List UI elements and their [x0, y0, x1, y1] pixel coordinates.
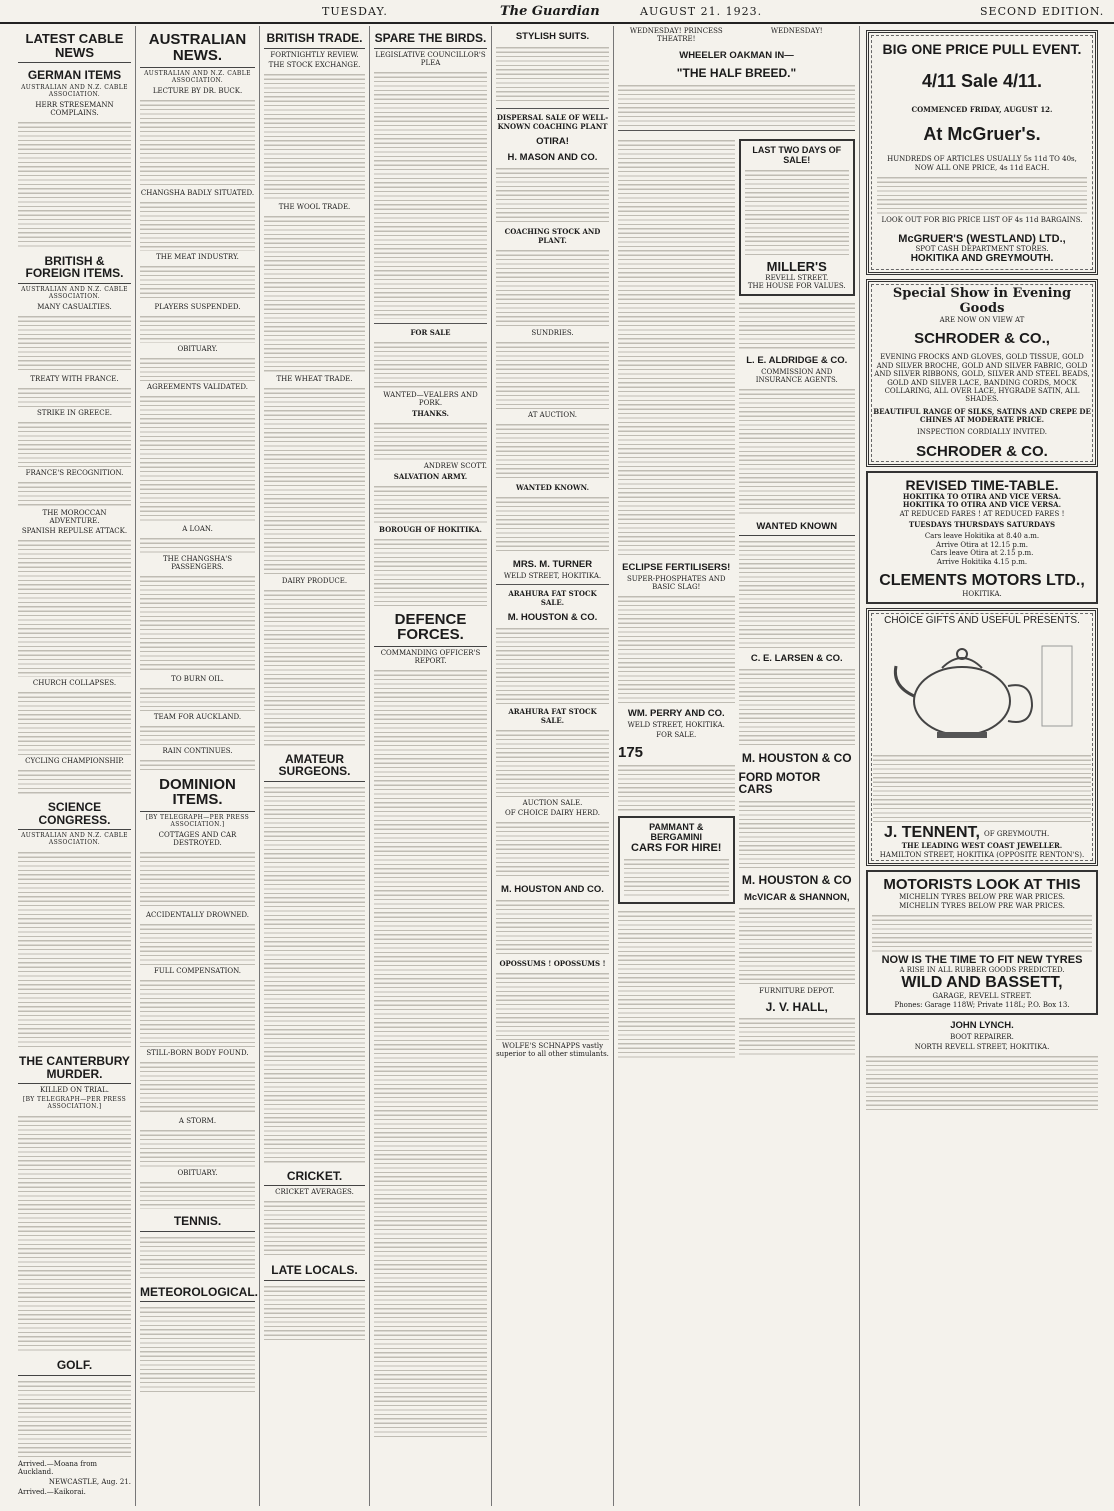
article-text	[140, 535, 255, 553]
ad-hall-sub: FURNITURE DEPOT.	[759, 986, 835, 995]
column-6-right	[739, 135, 856, 1061]
ad-ford: FORD MOTOR CARS	[738, 769, 821, 797]
ad-pammant-title: PAMMANT & BERGAMINI	[649, 822, 704, 843]
ad-eclipse: ECLIPSE FERTILISERS!	[622, 561, 731, 573]
ad-text	[739, 666, 856, 746]
subhead-casualties: MANY CASUALTIES.	[37, 303, 112, 312]
ad-dispersal-sale: DISPERSAL SALE OF WELL-KNOWN COACHING PLANT	[496, 112, 609, 131]
ad-dairy-herd: OF CHOICE DAIRY HERD.	[505, 808, 600, 817]
subhead-killed: KILLED ON TRIAL.	[40, 1086, 109, 1095]
theatre-ad	[618, 26, 855, 45]
article-text	[18, 689, 131, 755]
ad-tennent-sub: THE LEADING WEST COAST JEWELLER.	[901, 841, 1063, 851]
ad-wild-bassett	[866, 870, 1098, 1015]
ad-time-2: Arrive Otira at 12.15 p.m.	[936, 540, 1028, 549]
ad-hundreds: HUNDREDS OF ARTICLES USUALLY 5s 11d TO 40s, NOW ALL ONE PRICE, 4s 11d EACH.	[887, 155, 1077, 172]
article-text	[140, 355, 255, 381]
ad-text	[866, 1053, 1098, 1113]
masthead-title: The Guardian	[500, 3, 600, 19]
subhead-church: CHURCH COLLAPSES.	[32, 679, 117, 688]
article-text	[18, 767, 131, 795]
ad-opossums: OPOSSUMS ! OPOSSUMS !	[499, 958, 606, 968]
ad-perry: WM. PERRY AND CO.	[627, 707, 725, 719]
article-text	[140, 393, 255, 523]
ad-acres: 175	[618, 743, 644, 761]
ad-text	[496, 339, 609, 409]
article-text	[18, 419, 131, 467]
subhead-cricket-averages: CRICKET AVERAGES.	[275, 1188, 354, 1197]
subhead-burn-oil: TO BURN OIL.	[171, 674, 224, 683]
headline-german-items: GERMAN ITEMS	[27, 68, 122, 83]
article-text	[140, 1234, 255, 1280]
ad-text	[496, 625, 609, 705]
subhead-drowned: ACCIDENTALLY DROWNED.	[145, 911, 250, 919]
subhead-exchange: THE STOCK EXCHANGE.	[268, 60, 361, 69]
masthead-edition: SECOND EDITION.	[980, 4, 1105, 18]
subhead-plea: LEGISLATIVE COUNCILLOR'S PLEA	[375, 50, 486, 67]
ad-text	[739, 798, 856, 868]
teapot-illustration	[873, 626, 1091, 746]
ad-route-2: HOKITIKA TO OTIRA AND VICE VERSA.	[902, 500, 1062, 510]
ad-lynch: JOHN LYNCH.	[950, 1020, 1014, 1032]
ad-pammant	[618, 816, 735, 904]
ad-special-sub: ARE NOW ON VIEW AT	[939, 315, 1025, 324]
column-2	[136, 26, 260, 1506]
subhead-obituary-2: OBITUARY.	[177, 1169, 218, 1177]
headline-british-trade: BRITISH TRADE.	[264, 32, 365, 49]
theatre-day-left: WEDNESDAY! PRINCESS THEATRE!	[629, 27, 723, 43]
ad-at-mcgruers: At McGruer's.	[923, 124, 1041, 145]
headline-dominion-items: DOMINION ITEMS.	[140, 777, 255, 813]
ad-arahura-sale: ARAHURA FAT STOCK SALE.	[508, 588, 597, 607]
ad-text	[739, 300, 856, 350]
ad-clements-town: HOKITIKA.	[962, 589, 1002, 598]
ad-otira: OTIRA!	[536, 135, 569, 147]
ad-millers-tagline: THE HOUSE FOR VALUES.	[747, 281, 846, 290]
cable-association: AUSTRALIAN AND N.Z. CABLE ASSOCIATION.	[144, 69, 251, 84]
article-text	[264, 71, 365, 201]
ad-tennent-name: J. TENNENT,	[883, 824, 980, 842]
ad-aldridge: L. E. ALDRIDGE & CO.	[746, 355, 848, 367]
article-text	[264, 784, 365, 1164]
ad-clements: CLEMENTS MOTORS LTD.,	[879, 571, 1085, 589]
ad-text	[496, 727, 609, 797]
theatre-film-title: "THE HALF BREED."	[676, 65, 797, 80]
ad-text	[496, 819, 609, 879]
headline-cricket: CRICKET.	[264, 1170, 365, 1187]
column-6-upper	[618, 135, 855, 1061]
ad-houston-2: M. HOUSTON AND CO.	[501, 883, 604, 895]
ad-for-sale-2: FOR SALE.	[656, 730, 697, 739]
subhead-passengers: THE CHANGSHA'S PASSENGERS.	[162, 554, 232, 571]
article-text	[140, 263, 255, 301]
ad-lynch-sub: BOOT REPAIRER.	[950, 1033, 1014, 1042]
ad-for-sale: FOR SALE	[410, 327, 451, 337]
subhead-fortnightly: FORTNIGHTLY REVIEW.	[270, 50, 359, 59]
headline-science-congress: SCIENCE CONGRESS.	[18, 801, 131, 830]
ad-text	[618, 908, 735, 1058]
headline-golf: GOLF.	[18, 1359, 131, 1376]
ad-schroder-name-2: SCHRODER & CO.	[916, 442, 1048, 460]
subhead-team: TEAM FOR AUCKLAND.	[153, 712, 242, 721]
subhead-players: PLAYERS SUSPENDED.	[154, 302, 241, 311]
article-text	[18, 119, 131, 249]
ad-turner: MRS. M. TURNER	[512, 558, 593, 570]
ad-text	[618, 82, 855, 126]
subhead-stresemann: HERR STRESEMANN COMPLAINS.	[35, 100, 114, 117]
ad-aldridge-sub: COMMISSION AND INSURANCE AGENTS.	[755, 368, 838, 385]
tennent-name-row	[873, 824, 1091, 842]
headline-late-locals: LATE LOCALS.	[264, 1264, 365, 1281]
ad-tyres-2: MICHELIN TYRES BELOW PRE WAR PRICES.	[899, 901, 1065, 910]
press-association: [BY TELEGRAPH—PER PRESS ASSOCIATION.]	[145, 814, 250, 828]
ad-text	[496, 44, 609, 104]
ad-cars-hire: CARS FOR HIRE!	[631, 842, 722, 855]
ad-revised-timetable: REVISED TIME-TABLE.	[905, 476, 1059, 493]
column-6	[614, 26, 860, 1506]
ad-reduced-fares: AT REDUCED FARES ! AT REDUCED FARES !	[899, 509, 1065, 518]
ad-sundries: SUNDRIES.	[531, 328, 574, 337]
ad-houston-agents-2: M. HOUSTON & CO	[741, 873, 852, 888]
subhead-changsha: CHANGSHA BADLY SITUATED.	[140, 188, 255, 197]
ad-time-4: Arrive Hokitika 4.15 p.m.	[936, 557, 1028, 566]
ad-mcgruers-sale	[866, 30, 1098, 275]
ad-salvation-army: SALVATION ARMY.	[393, 471, 468, 481]
masthead	[0, 0, 1114, 24]
subhead-stillborn: STILL-BORN BODY FOUND.	[146, 1049, 249, 1057]
ad-text	[745, 167, 850, 257]
ad-text	[739, 1015, 856, 1055]
ad-inspection: INSPECTION CORDIALLY INVITED.	[917, 428, 1047, 437]
ad-text	[496, 494, 609, 554]
shipping-arrived-2: Arrived.—Kaikorai.	[18, 1488, 86, 1497]
article-text	[140, 977, 255, 1047]
article-text	[18, 1113, 131, 1353]
ad-signature: ANDREW SCOTT.	[423, 461, 487, 470]
ad-special-show: Special Show in Evening Goods	[892, 285, 1072, 316]
shipping-arrived-1: Arrived.—Moana from Auckland.	[18, 1460, 98, 1477]
ad-tyres-1: MICHELIN TYRES BELOW PRE WAR PRICES.	[899, 893, 1065, 902]
subhead-rain: RAIN CONTINUES.	[162, 746, 233, 755]
ad-hall: J. V. HALL,	[765, 999, 828, 1014]
article-text	[264, 1283, 365, 1343]
ad-lynch-address: NORTH REVELL STREET, HOKITIKA.	[914, 1043, 1050, 1052]
ad-schroder-body: EVENING FROCKS AND GLOVES, GOLD TISSUE, GOLD AND SILVER BROCHE, GOLD AND SILVER FABRIC, GOLD AND SILVER RIBBONS, GOLD, SILVER AND STEEL BEADS, GOLD AND SILVER LACE, BANDING CORDS, MOCK COLLARING, ALL OVER LACE, HYGRADE SATIN, ALL SHADES.	[874, 353, 1090, 404]
masthead-day: TUESDAY.	[322, 4, 388, 18]
ad-route-1: HOKITIKA TO OTIRA AND VICE VERSA.	[902, 491, 1062, 501]
ad-millers: MILLER'S	[766, 258, 827, 274]
ad-text	[739, 538, 856, 648]
subhead-treaty: TREATY WITH FRANCE.	[30, 375, 119, 384]
ad-text	[496, 897, 609, 957]
ad-big-one-price: BIG ONE PRICE PULL EVENT.	[882, 41, 1082, 57]
article-text	[140, 921, 255, 965]
subhead-agreements: AGREEMENTS VALIDATED.	[147, 382, 248, 391]
headline-canterbury-murder: THE CANTERBURY MURDER.	[18, 1055, 131, 1084]
ad-text	[618, 762, 735, 812]
ad-tennent-town: OF GREYMOUTH.	[984, 830, 1050, 839]
ad-at-auction: AT AUCTION.	[528, 410, 577, 419]
subhead-report: COMMANDING OFFICER'S REPORT.	[380, 649, 481, 666]
column-3	[260, 26, 370, 1506]
headline-spare-the-birds: SPARE THE BIRDS.	[374, 32, 487, 49]
ad-mcgruer-company: McGRUER'S (WESTLAND) LTD.,	[898, 232, 1066, 245]
subhead-cottages: COTTAGES AND CAR DESTROYED.	[158, 831, 237, 847]
ad-larsen: C. E. LARSEN & CO.	[750, 653, 843, 665]
subhead-france: FRANCE'S RECOGNITION.	[25, 469, 124, 478]
headline-australian-news: AUSTRALIAN NEWS.	[140, 32, 255, 68]
headline-defence-forces: DEFENCE FORCES.	[374, 612, 487, 648]
ad-text	[618, 593, 735, 703]
article-text	[18, 385, 131, 407]
ad-garage: GARAGE, REVELL STREET.	[932, 992, 1032, 1001]
subhead-storm: A STORM.	[178, 1117, 217, 1125]
article-text	[264, 213, 365, 373]
ad-beautiful: BEAUTIFUL RANGE OF SILKS, SATINS AND CREPE DE CHINES AT MODERATE PRICE.	[873, 406, 1091, 425]
ad-tennent	[866, 608, 1098, 866]
article-text	[140, 685, 255, 711]
article-text	[264, 587, 365, 747]
column-4	[370, 26, 492, 1506]
article-text	[140, 849, 255, 909]
ad-last-two-days-title: LAST TWO DAYS OF SALE!	[752, 144, 842, 165]
ad-mcgruer-sub: SPOT CASH DEPARTMENT STORES.	[915, 244, 1049, 253]
ad-last-two-days	[739, 139, 856, 297]
article-text	[18, 313, 131, 373]
subhead-spanish: SPANISH REPULSE ATTACK.	[21, 527, 128, 536]
article-text	[140, 1127, 255, 1167]
ad-mcgruer-towns: HOKITIKA AND GREYMOUTH.	[910, 252, 1054, 264]
article-text	[18, 849, 131, 1049]
classified-text	[374, 339, 487, 389]
ad-text	[618, 137, 735, 557]
classified-text	[374, 420, 487, 460]
article-text	[18, 1378, 131, 1458]
ad-phones: Phones: Garage 118W; Private 118L; P.O. Box 13.	[894, 1000, 1070, 1009]
headline-british-foreign: BRITISH & FOREIGN ITEMS.	[18, 255, 131, 284]
ad-wanted-known-2: WANTED KNOWN	[739, 522, 856, 536]
ad-mcvicar: McVICAR & SHANNON,	[743, 891, 850, 903]
article-text	[264, 1198, 365, 1258]
ad-text	[496, 247, 609, 327]
ad-arahura-sale-2: ARAHURA FAT STOCK SALE.	[508, 706, 597, 725]
ad-wanted-known: WANTED KNOWN.	[515, 482, 590, 492]
article-text	[374, 667, 487, 1437]
headline-tennis: TENNIS.	[140, 1215, 255, 1232]
ad-days: TUESDAYS THURSDAYS SATURDAYS	[908, 520, 1056, 530]
ad-millers-address: REVELL STREET.	[765, 273, 829, 282]
article-text	[140, 97, 255, 187]
ad-choice-gifts: CHOICE GIFTS AND USEFUL PRESENTS.	[884, 615, 1080, 627]
ad-now-is-time: NOW IS THE TIME TO FIT NEW TYRES	[881, 953, 1083, 966]
subhead-meat: THE MEAT INDUSTRY.	[156, 252, 239, 261]
ad-mason: H. MASON AND CO.	[507, 151, 598, 163]
ad-text	[877, 174, 1087, 214]
ad-text	[872, 912, 1092, 952]
article-text	[374, 69, 487, 319]
ad-eclipse-sub: SUPER-PHOSPHATES AND BASIC SLAG!	[626, 574, 726, 591]
cable-association: AUSTRALIAN AND N.Z. CABLE ASSOCIATION.	[21, 286, 128, 301]
ad-stylish-suits: STYLISH SUITS.	[515, 31, 590, 42]
ad-text	[496, 421, 609, 481]
subhead-wheat: THE WHEAT TRADE.	[276, 374, 353, 383]
masthead-date: AUGUST 21. 1923.	[640, 4, 763, 18]
headline-latest-cable-news: LATEST CABLE NEWS	[18, 32, 131, 63]
ad-borough: BOROUGH OF HOKITIKA.	[379, 524, 482, 534]
ad-text	[624, 856, 729, 896]
ad-houston-agents: M. HOUSTON & CO	[741, 751, 852, 766]
ad-lookout: LOOK OUT FOR BIG PRICE LIST OF 4s 11d BARGAINS.	[881, 216, 1083, 225]
subhead-strike: STRIKE IN GREECE.	[37, 409, 112, 418]
classified-text	[374, 536, 487, 606]
subhead-loan: A LOAN.	[182, 524, 213, 533]
column-5	[492, 26, 614, 1506]
ad-time-1: Cars leave Hokitika at 8.40 a.m.	[924, 532, 1040, 541]
article-text	[18, 537, 131, 677]
ad-coaching: COACHING STOCK AND PLANT.	[504, 226, 601, 245]
article-text	[140, 199, 255, 251]
ad-text	[739, 386, 856, 516]
ad-thanks: THANKS.	[412, 408, 449, 418]
theatre-day-right: WEDNESDAY!	[770, 27, 823, 35]
ad-schroder-name: SCHRODER & CO.,	[914, 330, 1050, 348]
article-text	[140, 573, 255, 673]
ad-turner-address: WELD STREET, HOKITIKA.	[503, 571, 602, 580]
ad-price: 4/11 Sale 4/11.	[921, 71, 1043, 91]
column-1	[14, 26, 136, 1506]
column-6-left	[618, 135, 735, 1061]
article-text	[140, 1059, 255, 1115]
headline-meteorological: METEOROLOGICAL.	[140, 1286, 255, 1303]
shipping-newcastle: NEWCASTLE, Aug. 21.	[48, 1478, 131, 1487]
subhead-lecture: LECTURE BY DR. BUCK.	[152, 86, 243, 95]
ad-schroder	[866, 279, 1098, 467]
article-text	[140, 1179, 255, 1209]
classified-text	[374, 483, 487, 523]
subhead-wool: THE WOOL TRADE.	[278, 202, 351, 211]
ad-text	[496, 165, 609, 225]
article-text	[140, 757, 255, 771]
ad-auction-sale: AUCTION SALE.	[522, 798, 583, 807]
subhead-moroccan: THE MOROCCAN ADVENTURE.	[42, 509, 107, 526]
ad-hamilton: HAMILTON STREET, HOKITIKA (OPPOSITE RENTON'S).	[879, 850, 1085, 859]
subhead-obituary: OBITUARY.	[177, 344, 218, 353]
ad-rise: A RISE IN ALL RUBBER GOODS PREDICTED.	[899, 965, 1065, 974]
ad-wild-bassett-name: WILD AND BASSETT,	[901, 974, 1063, 992]
cable-association: AUSTRALIAN AND N.Z. CABLE ASSOCIATION.	[21, 832, 128, 847]
ad-text	[496, 970, 609, 1040]
article-text	[140, 723, 255, 745]
ad-timetable	[866, 471, 1098, 605]
subhead-cycling: CYCLING CHAMPIONSHIP.	[25, 757, 124, 766]
column-7	[862, 26, 1102, 1506]
headline-amateur-surgeons: AMATEUR SURGEONS.	[264, 753, 365, 782]
article-text	[264, 385, 365, 575]
article-text	[18, 479, 131, 507]
ad-motorists: MOTORISTS LOOK AT THIS	[883, 876, 1081, 894]
ad-houston: M. HOUSTON & CO.	[507, 611, 598, 623]
press-association: [BY TELEGRAPH—PER PRESS ASSOCIATION.]	[22, 1096, 127, 1111]
article-text	[140, 313, 255, 343]
ad-text	[873, 752, 1091, 822]
ad-time-3: Cars leave Otira at 2.15 p.m.	[930, 549, 1034, 558]
ad-wolfe-schnapps: WOLFE'S SCHNAPPS vastly superior to all other stimulants.	[496, 1041, 609, 1058]
theatre-wheeler: WHEELER OAKMAN IN—	[679, 50, 794, 61]
ad-perry-address: WELD STREET, HOKITIKA.	[627, 720, 725, 729]
ad-text	[739, 905, 856, 985]
cable-association: AUSTRALIAN AND N.Z. CABLE ASSOCIATION.	[21, 83, 128, 98]
subhead-dairy: DAIRY PRODUCE.	[281, 576, 348, 585]
article-text	[140, 1304, 255, 1394]
ad-commenced: COMMENCED FRIDAY, AUGUST 12.	[911, 105, 1053, 114]
ad-wanted-vealers: WANTED—VEALERS AND PORK.	[383, 390, 478, 407]
subhead-compensation: FULL COMPENSATION.	[153, 967, 242, 975]
